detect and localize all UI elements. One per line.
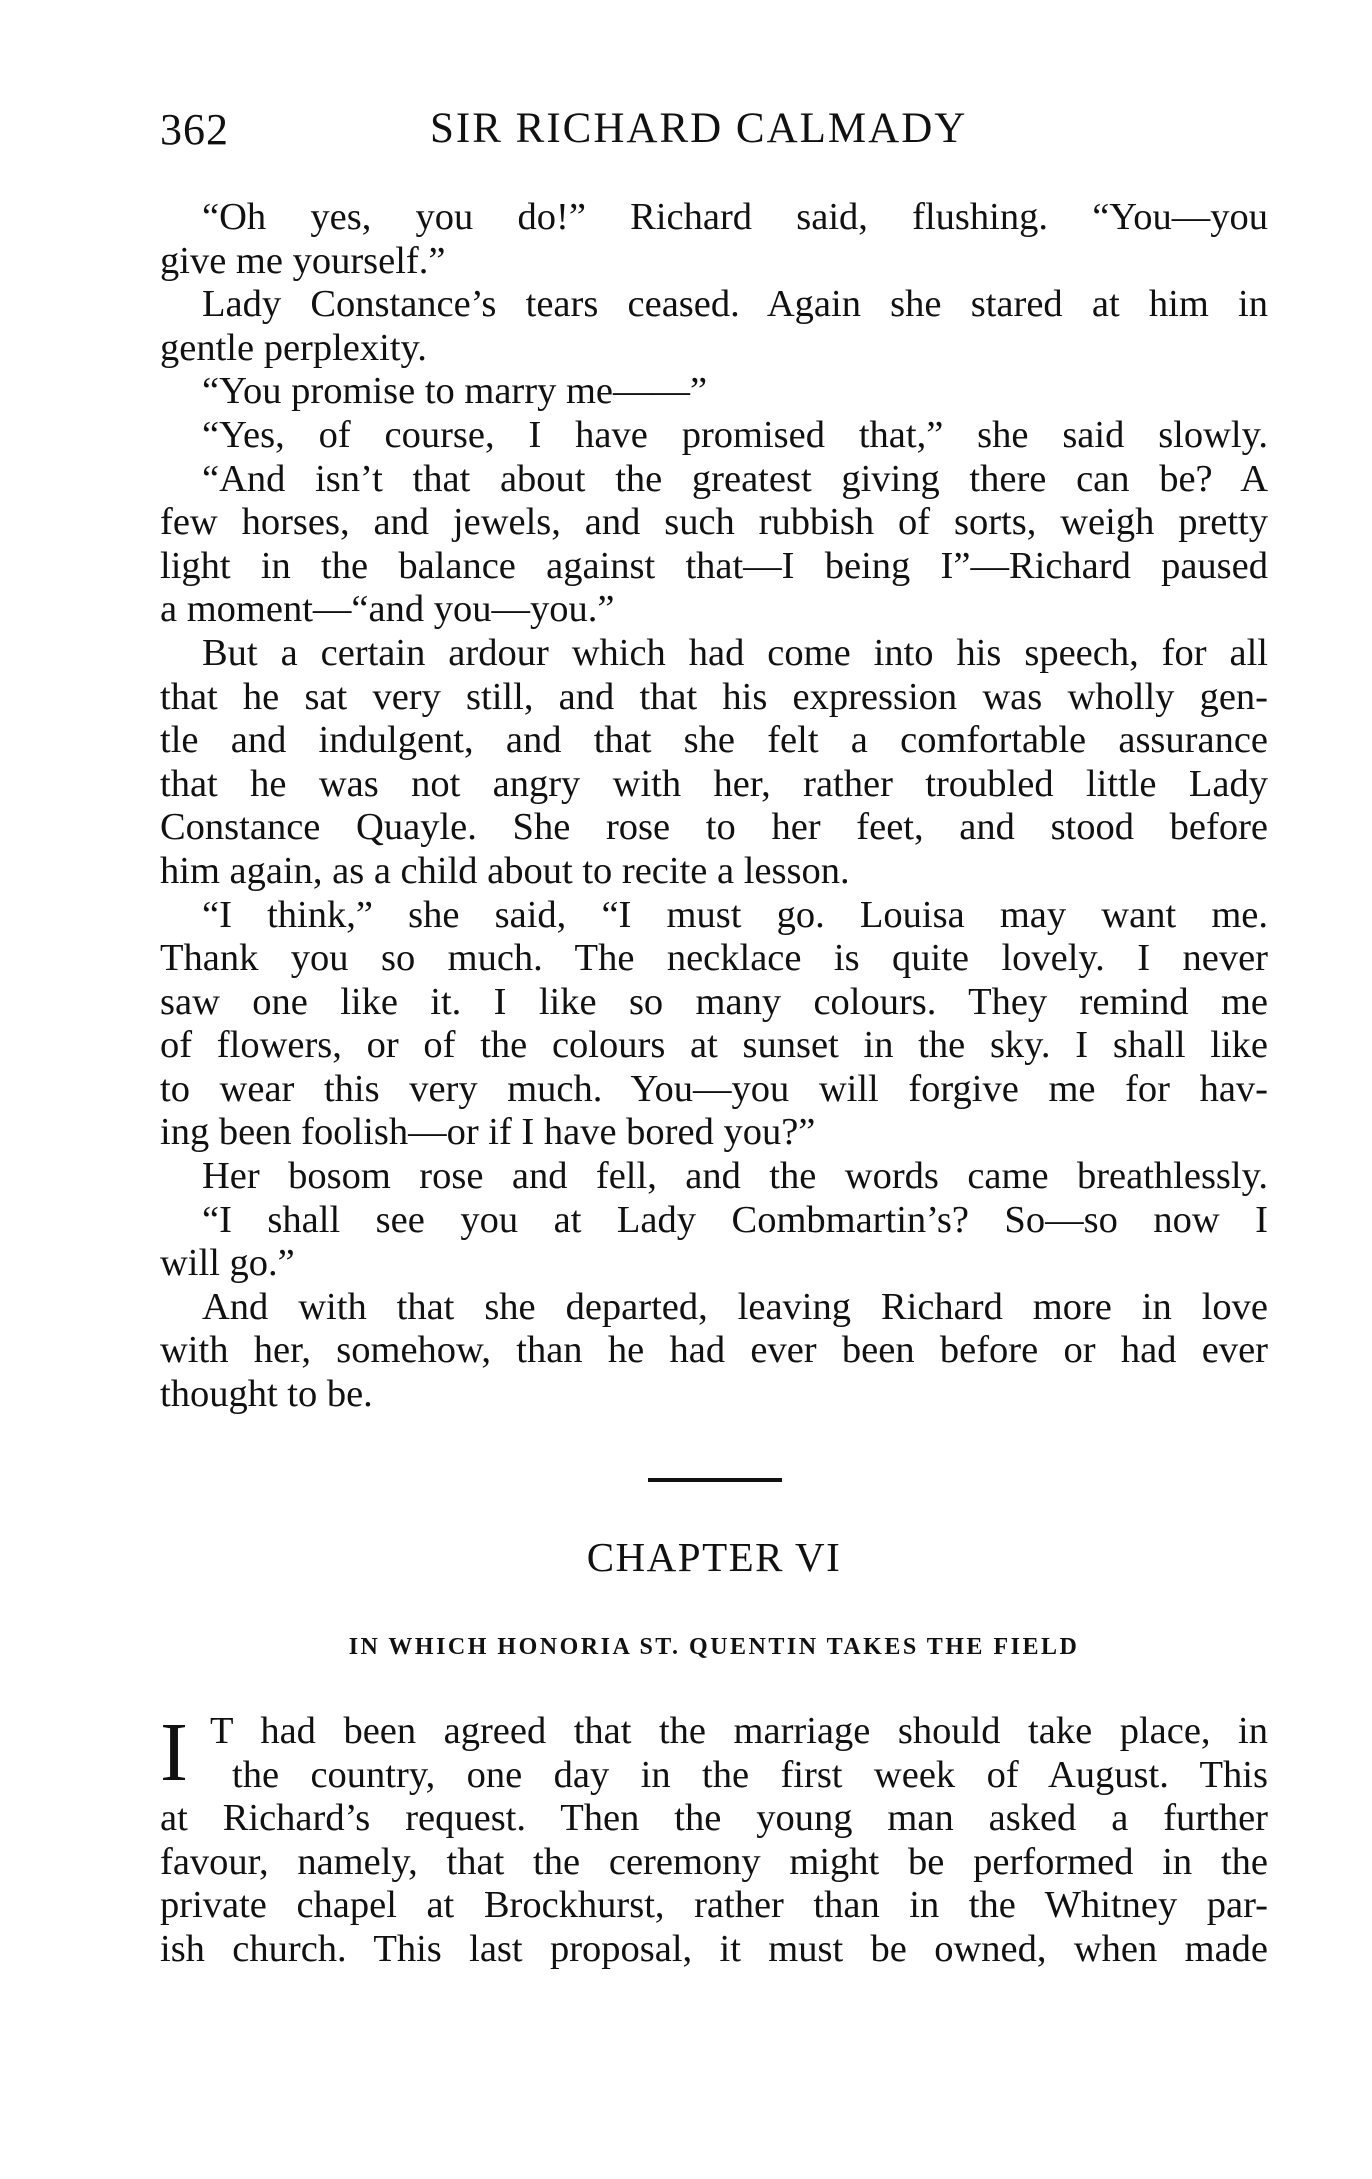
chapter-subtitle: IN WHICH HONORIA ST. QUENTIN TAKES THE FIELD	[348, 1634, 1080, 1660]
text-line: Lady Constance’s tears ceased. Again she stared at him in	[202, 283, 1268, 326]
page-header	[160, 104, 1270, 164]
text-line: favour, namely, that the ceremony might be performed in the	[160, 1840, 1268, 1883]
text-line: “You promise to marry me——”	[202, 370, 708, 413]
text-line: give me yourself.”	[160, 239, 446, 282]
text-line: ing been foolish—or if I have bored you?”	[160, 1111, 816, 1154]
text-line: thought to be.	[160, 1373, 373, 1416]
body-text	[160, 196, 1268, 1417]
chapter-opening-text	[160, 1706, 1268, 1972]
running-head: SIR RICHARD CALMADY	[430, 105, 968, 152]
drop-cap: I	[160, 1706, 188, 1799]
text-line: T had been agreed that the marriage should take place, in	[210, 1710, 1268, 1752]
text-line: to wear this very much. You—you will forgive me for hav-	[160, 1067, 1268, 1110]
text-line: Constance Quayle. She rose to her feet, and stood before	[160, 806, 1268, 849]
text-line: few horses, and jewels, and such rubbish of sorts, weigh pretty	[160, 501, 1268, 544]
text-line: a moment—“and you—you.”	[160, 588, 615, 631]
text-line: private chapel at Brockhurst, rather than in the Whitney par-	[160, 1884, 1268, 1927]
text-line: tle and indulgent, and that she felt a comfortable assurance	[160, 719, 1268, 762]
text-line: of flowers, or of the colours at sunset in the sky. I shall like	[160, 1024, 1268, 1067]
text-line: “And isn’t that about the greatest giving there can be? A	[202, 457, 1268, 500]
text-line: But a certain ardour which had come into his speech, for all	[202, 631, 1268, 674]
text-line: “I shall see you at Lady Combmartin’s? So—so now I	[202, 1198, 1268, 1241]
page-number: 362	[160, 105, 229, 154]
chapter-heading: CHAPTER VI	[586, 1534, 842, 1580]
text-line: light in the balance against that—I being I”—Richard paused	[160, 544, 1268, 587]
text-line: the country, one day in the first week of August. This	[232, 1753, 1268, 1796]
text-line: will go.”	[160, 1242, 295, 1285]
text-line: gentle perplexity.	[160, 326, 427, 369]
text-line: that he was not angry with her, rather troubled little Lady	[160, 762, 1268, 805]
text-line: Thank you so much. The necklace is quite lovely. I never	[160, 937, 1268, 980]
text-line: saw one like it. I like so many colours. They remind me	[160, 980, 1268, 1023]
text-line: at Richard’s request. Then the young man asked a further	[160, 1797, 1268, 1840]
text-line: “Yes, of course, I have promised that,” she said slowly.	[202, 413, 1268, 456]
text-line: “I think,” she said, “I must go. Louisa may want me.	[202, 893, 1268, 936]
text-line: Her bosom rose and fell, and the words came breathlessly.	[202, 1155, 1268, 1198]
text-line: that he sat very still, and that his expression was wholly gen-	[160, 675, 1268, 718]
text-line: him again, as a child about to recite a lesson.	[160, 849, 850, 892]
section-divider	[648, 1478, 782, 1482]
text-line: ish church. This last proposal, it must be owned, when made	[160, 1927, 1268, 1970]
text-line: “Oh yes, you do!” Richard said, flushing. “You—you	[202, 196, 1268, 238]
text-line: And with that she departed, leaving Richard more in love	[202, 1285, 1268, 1328]
text-line: with her, somehow, than he had ever been before or had ever	[160, 1329, 1268, 1372]
